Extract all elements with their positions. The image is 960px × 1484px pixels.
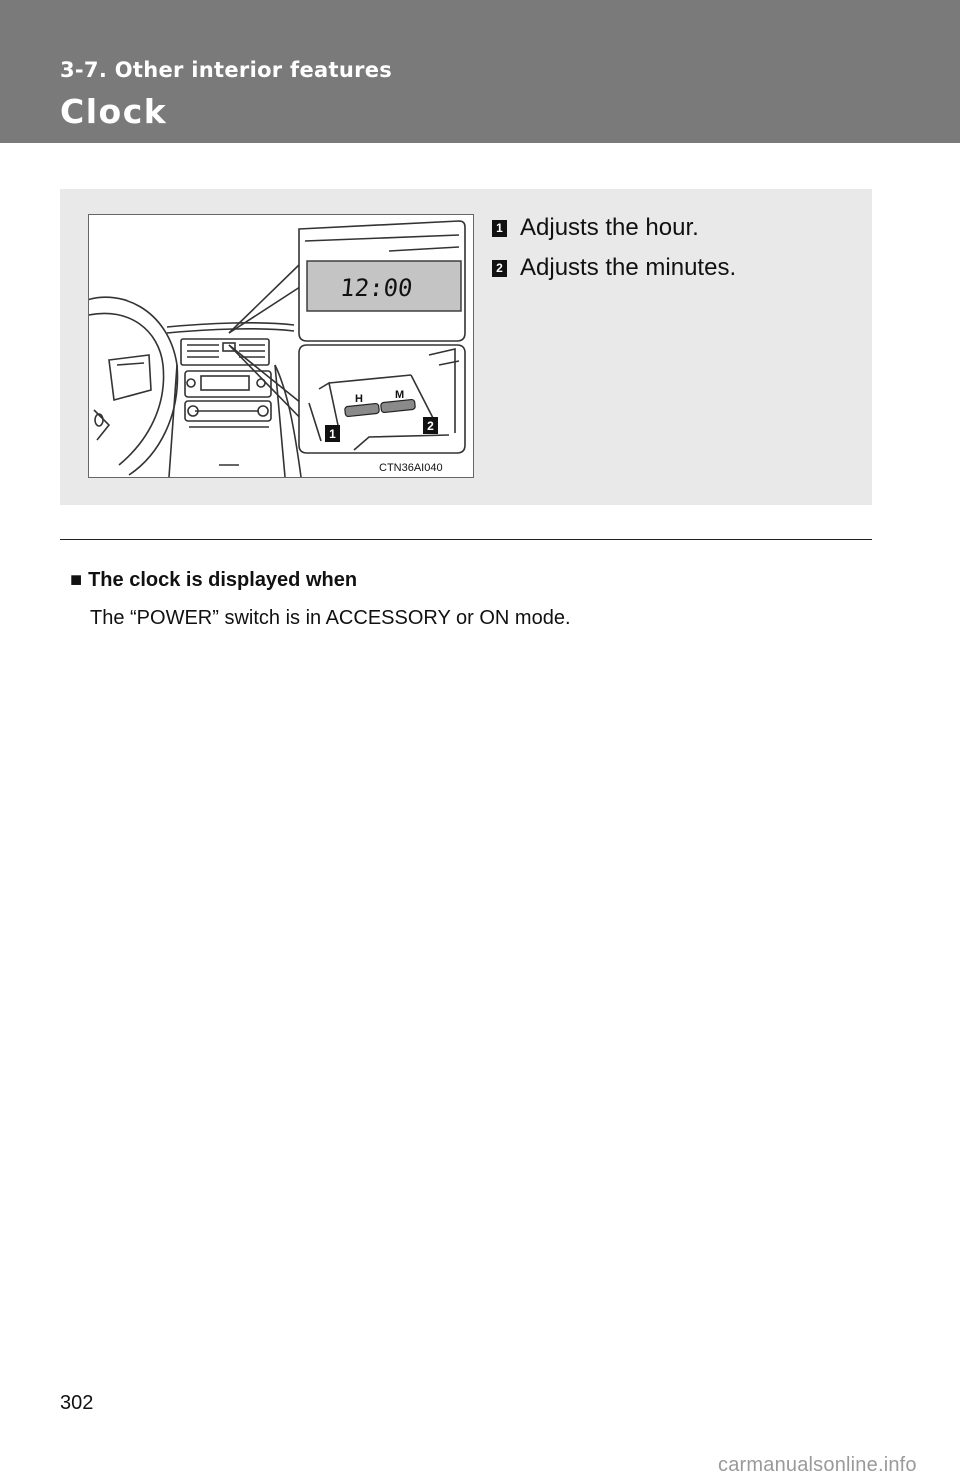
callout-2: 2 bbox=[427, 419, 434, 433]
legend-item-hour bbox=[492, 208, 736, 248]
note-heading-text: The clock is displayed when bbox=[88, 569, 358, 591]
dashboard-drawing bbox=[89, 215, 474, 478]
clock-display-time: 12:00 bbox=[338, 274, 414, 302]
watermark-link[interactable]: carmanualsonline.info bbox=[718, 1454, 917, 1476]
legend-text-minutes: Adjusts the minutes. bbox=[520, 254, 737, 281]
page-number: 302 bbox=[60, 1392, 94, 1414]
legend-number-2: 2 bbox=[492, 260, 507, 277]
page-title: Clock bbox=[60, 92, 168, 131]
figure-code: CTN36AI040 bbox=[379, 462, 443, 474]
hour-button-label: H bbox=[355, 393, 363, 405]
minute-button-label: M bbox=[395, 389, 405, 401]
section-label: 3-7. Other interior features bbox=[60, 58, 393, 82]
legend-item-minutes bbox=[492, 248, 736, 288]
steering-wheel-outline bbox=[89, 297, 177, 475]
legend-number-1: 1 bbox=[492, 220, 507, 237]
note-body: The “POWER” switch is in ACCESSORY or ON mode. bbox=[90, 607, 571, 629]
callout-1: 1 bbox=[329, 427, 336, 441]
callout-legend bbox=[492, 208, 736, 288]
square-bullet-icon: ■ bbox=[70, 569, 83, 591]
legend-text-hour: Adjusts the hour. bbox=[520, 214, 699, 241]
clock-illustration bbox=[88, 214, 474, 478]
note-heading bbox=[70, 569, 357, 592]
chapter-header bbox=[0, 0, 960, 143]
section-divider bbox=[60, 539, 872, 540]
